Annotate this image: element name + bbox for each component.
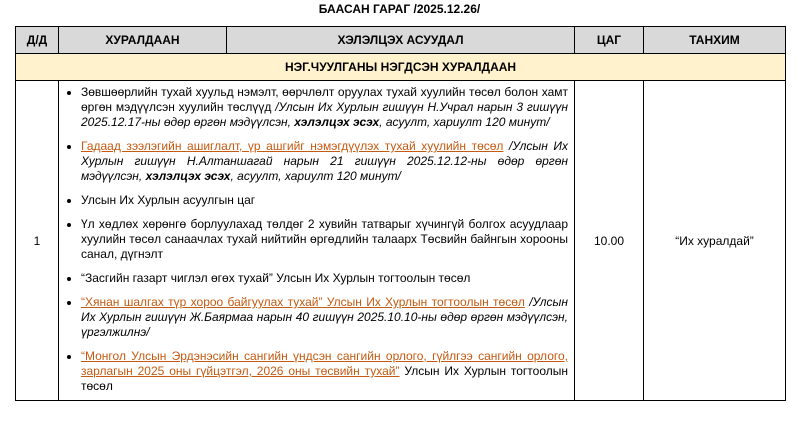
- section-row: [16, 54, 786, 81]
- list-item: • Гадаад зээлэгийн ашиглалт, үр ашгийг нэмэгдүүлэх тухай хуулийн төсөл /Улсын Их Хурлын гишүүн Н.Алтаншагай нарын 21 гишүүн 2025.12.12-ны өдөр өргөн мэдүүлсэн, хэлэлцэх эсэх, асуулт, хариулт 120 минут/: [81, 139, 568, 184]
- hall-cell: “Их хуралдай”: [644, 81, 786, 401]
- header-hall: ТАНХИМ: [644, 27, 786, 54]
- issue-cell: [59, 81, 575, 401]
- header-row: [16, 27, 786, 54]
- agenda-table: [15, 26, 786, 401]
- page-title: БААСАН ГАРАГ /2025.12.26/: [318, 2, 481, 16]
- header-meeting: ХУРАЛДААН: [59, 27, 227, 54]
- list-item: • Зөвшөөрлийн тухай хуульд нэмэлт, өөрчлөлт оруулах тухай хуулийн төсөл болон хамт өргөн мэдүүлсэн хуулийн төслүүд /Улсын Их Хурлын гишүүн Н.Учрал нарын 3 гишүүн 2025.12.17-ны өдөр өргөн мэдүүлсэн, хэлэлцэх эсэх, асуулт, хариулт 120 минут/: [81, 85, 568, 130]
- header-issue: ХЭЛЭЛЦЭХ АСУУДАЛ: [227, 27, 575, 54]
- section-title: НЭГ.ЧУУЛГАНЫ НЭГДСЭН ХУРАЛДААН: [16, 54, 786, 81]
- fund-link[interactable]: “Монгол Улсын Эрдэнэсийн сангийн үндсэн сангийн орлого, гүйлгээ сангийн орлого, зарлагын 2025 оны гүйцэтгэл, 2026 оны төсвийн тухай”: [81, 349, 568, 378]
- agenda-row: [16, 81, 786, 401]
- list-item: • “Засгийн газарт чиглэл өгөх тухай” Улсын Их Хурлын тогтоолын төсөл: [81, 271, 568, 286]
- header-number: Д/Д: [16, 27, 59, 54]
- bill-link[interactable]: Гадаад зээлэгийн ашиглалт, үр ашгийг нэмэгдүүлэх тухай хуулийн төсөл: [81, 139, 504, 153]
- list-item: • Улсын Их Хурлын асуулгын цаг: [81, 193, 568, 208]
- row-number: 1: [16, 81, 59, 401]
- list-item: • Үл хөдлөх хөрөнгө борлуулахад төлдөг 2 хувийн татварыг хүчингүй болгох асуудлаар хуулийн төсөл санаачлах тухай нийтийн өргөдлийн талаарх Төсвийн байнгын хорооны санал, дүгнэлт: [81, 217, 568, 262]
- resolution-link[interactable]: “Хянан шалгах түр хороо байгуулах тухай” Улсын Их Хурлын тогтоолын төсөл: [81, 295, 525, 309]
- list-item: • “Монгол Улсын Эрдэнэсийн сангийн үндсэн сангийн орлого, гүйлгээ сангийн орлого, зарлагын 2025 оны гүйцэтгэл, 2026 оны төсвийн тухай” Улсын Их Хурлын тогтоолын төсөл: [81, 349, 568, 394]
- time-cell: 10.00: [575, 81, 644, 401]
- header-time: ЦАГ: [575, 27, 644, 54]
- issue-list: [59, 81, 574, 400]
- list-item: • “Хянан шалгах түр хороо байгуулах тухай” Улсын Их Хурлын тогтоолын төсөл /Улсын Их Хурлын гишүүн Ж.Баярмаа нарын 40 гишүүн 2025.10.10-ны өдөр өргөн мэдүүлсэн, үргэлжилнэ/: [81, 295, 568, 340]
